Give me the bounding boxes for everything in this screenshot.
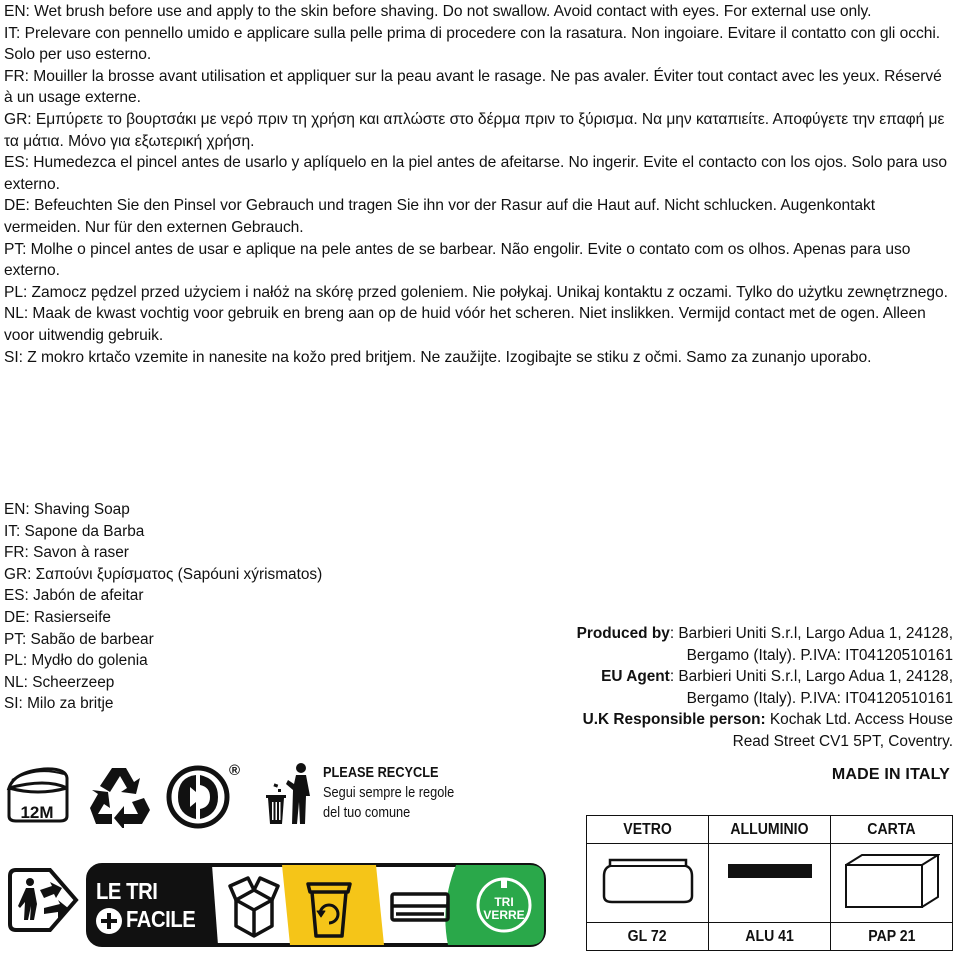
instruction-de: DE: Befeuchten Sie den Pinsel vor Gebrauch und tragen Sie ihn vor der Rasur auf die Haut auf. Nicht schlucken. Augenkontakt vermeiden. Nur für den externen Gebrauch. (4, 197, 876, 236)
uk-responsible-label: U.K Responsible person: (582, 711, 766, 729)
instruction-fr: FR: Mouiller la brosse avant utilisation et appliquer sur la peau avant le rasage. Ne pas avaler. Éviter tout contact avec les yeux. Réservé à un usage externe. (4, 67, 942, 107)
registered-mark: ® (229, 762, 241, 779)
plus-circle-icon (96, 908, 122, 934)
facile-label: FACILE (126, 906, 196, 932)
uk-responsible-address: Kochak Ltd. Access House (765, 711, 953, 729)
tri-verre-line-2: VERRE (483, 908, 525, 922)
product-name-si: SI: Milo za britje (4, 695, 114, 713)
usage-instructions (4, 1, 954, 368)
material-header-vetro: VETRO (587, 816, 709, 844)
instruction-pl: PL: Zamocz pędzel przed użyciem i nałóż na skórę przed goleniem. Nie połykaj. Unikaj kontaktu z oczami. Tylko do użytku zewnętrznego. (4, 283, 948, 301)
eu-agent-label: EU Agent (601, 668, 670, 686)
product-name-fr: FR: Savon à raser (4, 544, 129, 562)
materials-table (586, 815, 953, 951)
tidyman-icon (266, 762, 316, 826)
material-cell-alluminio (709, 844, 831, 923)
product-name-nl: NL: Scheerzeep (4, 673, 115, 691)
material-cell-carta (831, 844, 953, 923)
product-name-gr: GR: Σαπούνι ξυρίσματος (Sapóuni xýrismatos) (4, 565, 323, 583)
producer-info (577, 623, 953, 753)
please-recycle-line-2: del tuo comune (323, 805, 411, 821)
open-jar-icon (6, 766, 70, 824)
uk-responsible-line-2: Read Street CV1 5PT, Coventry. (732, 732, 953, 750)
eu-agent-address: : Barbieri Uniti S.r.l, Largo Adua 1, 24128, (669, 668, 953, 686)
eu-agent-line-2: Bergamo (Italy). P.IVA: IT04120510161 (686, 689, 953, 707)
green-dot-icon (166, 765, 230, 829)
material-code-pap: PAP 21 (831, 923, 953, 951)
produced-by-label: Produced by (576, 625, 670, 642)
le-tri-facile-banner (4, 862, 548, 948)
tri-verre-badge (482, 896, 526, 922)
product-name-it: IT: Sapone da Barba (4, 522, 145, 540)
le-tri-label: LE TRI (96, 878, 158, 904)
tri-verre-line-1: TRI (494, 895, 514, 909)
material-cell-vetro (587, 844, 709, 923)
pao-label: 12M (20, 803, 54, 822)
material-code-gl: GL 72 (587, 923, 709, 951)
mobius-loop-icon (86, 764, 152, 828)
produced-by-address: : Barbieri Uniti S.r.l, Largo Adua 1, 24128, (669, 625, 953, 642)
product-name-pt: PT: Sabão de barbear (4, 630, 154, 648)
made-in-italy: MADE IN ITALY (831, 766, 950, 783)
product-names (4, 499, 322, 715)
product-name-pl: PL: Mydło do golenia (4, 652, 148, 670)
please-recycle-text (323, 763, 454, 823)
material-header-carta: CARTA (831, 816, 953, 844)
materials-icon-row (587, 844, 953, 923)
uk-responsible-line (577, 709, 953, 731)
product-name-es: ES: Jabón de afeitar (4, 587, 144, 605)
material-header-alluminio: ALLUMINIO (709, 816, 831, 844)
instruction-nl: NL: Maak de kwast vochtig voor gebruik en breng aan op de huid vóór het scheren. Niet inslikken. Vermijd contact met de ogen. Alleen voor uitwendig gebruik. (4, 305, 926, 344)
produced-by-line (577, 623, 953, 645)
glass-jar-icon (602, 858, 694, 904)
materials-header-row (587, 816, 953, 844)
please-recycle-title: PLEASE RECYCLE (323, 765, 439, 781)
materials-code-row (587, 923, 953, 951)
please-recycle-line-1: Segui sempre le regole (323, 785, 455, 801)
eu-agent-line (577, 666, 953, 688)
instruction-si: SI: Z mokro krtačo vzemite in nanesite na kožo pred britjem. Ne zaužijte. Izogibajte se stiku z očmi. Samo za zunanjo uporabo. (4, 348, 872, 366)
instruction-pt: PT: Molhe o pincel antes de usar e aplique na pele antes de se barbear. Não engolir. Evite o contato com os olhos. Apenas para uso externo. (4, 240, 911, 280)
produced-by-line-2: Bergamo (Italy). P.IVA: IT04120510161 (686, 646, 953, 664)
product-name-en: EN: Shaving Soap (4, 501, 130, 518)
product-name-de: DE: Rasierseife (4, 608, 111, 626)
aluminium-lid-icon (726, 862, 814, 902)
instruction-es: ES: Humedezca el pincel antes de usarlo y aplíquelo en la piel antes de afeitarse. No ingerir. Evite el contacto con los ojos. Solo para uso externo. (4, 154, 948, 193)
instruction-it: IT: Prelevare con pennello umido e applicare sulla pelle prima di procedere con la rasatura. Non ingoiare. Evitare il contatto con gli occhi. Solo per uso esterno. (4, 24, 941, 64)
instruction-en: EN: Wet brush before use and apply to the skin before shaving. Do not swallow. Avoid contact with eyes. For external use only. (4, 3, 872, 20)
instruction-gr: GR: Εμπύρετε το βουρτσάκι με νερό πριν τη χρήση και απλώστε στο δέρμα πριν το ξύρισμα. Να μην καταπιείτε. Αποφύγετε την επαφή με τα μάτια. Μόνο για εξωτερική χρήση. (4, 110, 945, 150)
material-code-alu: ALU 41 (709, 923, 831, 951)
paper-box-icon (844, 853, 940, 909)
